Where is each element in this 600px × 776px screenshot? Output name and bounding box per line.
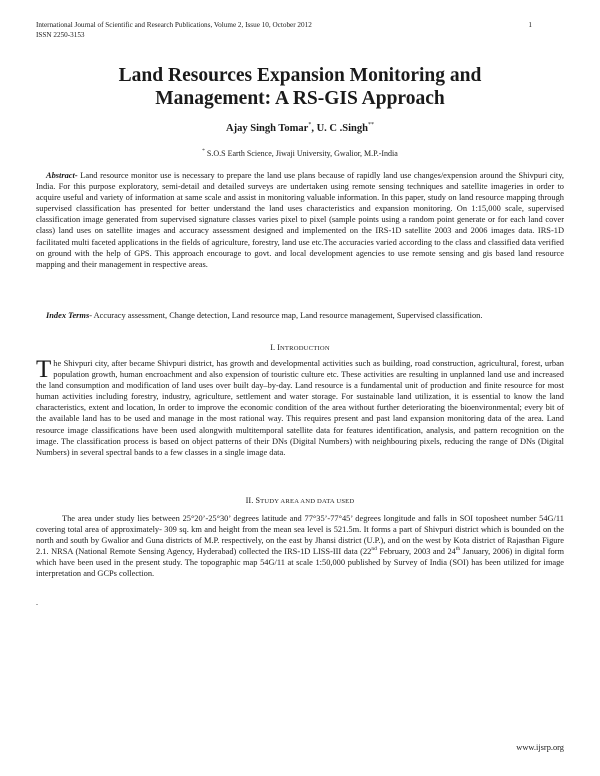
trailing-period: . [36,598,38,607]
study-text-3: January, 2006) in digital form which have been used in the present study. The topographic map 54G/11 at scale 1:50,000 published by Survey of India (SOI) has been utilized for image interpretation and GCPs collection. [36,547,565,579]
paper-title-line-2: Management: A RS-GIS Approach [155,88,445,109]
affiliation [0,148,600,158]
abstract-label: Abstract- [46,171,78,180]
study-text-2: February, 2003 and 24 [376,547,456,557]
paper-title-line-1: Land Resources Expansion Monitoring and [118,65,482,86]
section-2-title-initial: S [255,496,261,505]
section-heading-study-area [0,496,600,505]
section-1-title-initial: I [277,343,280,352]
author-1-mark: * [308,122,312,128]
affiliation-text: S.O.S Earth Science, Jiwaji University, Gwalior, M.P.-India [204,149,398,158]
section-2-title-rest: TUDY AREA AND DATA USED [260,498,355,505]
abstract-text: Land resource monitor use is necessary to prepare the land use plans because of rapidly land use changes/expension around the Shivpuri city, India. For this purpose exploratory, semi-detail and detailed surveys are undertaken using remote sensing techniques and satellite imageries in order to acquire useful and variety of information at same scale and assist in monitoring valuable information. In this paper, study on land resource mapping through supervised classification has presented for better understand the land uses characteristics and expansion monitoring. On 1:15,000 scale, supervised classification image generated from supervised signature classes varies pixel to pixel (sample points using a random point generate or for each land cover class) land uses on satellite images and accuracy assessment designed and implemented on the IRS-1D satellite 2003 and 2006 images data. IRS-1D facilitated multi faceted applications in the fields of agriculture, forestry, land use etc.The accuracies varied according to the class and classified data verified on ground with the help of GPS. This approach encourage to govt. and local development agencies to use remote sensing and gis based land resource mapping and their management in respective areas. [36,171,564,269]
journal-header: International Journal of Scientific and Research Publications, Volume 2, Issue 10, October 2012 [36,21,312,29]
author-2: U. C .Singh [316,123,368,134]
introduction-text: he Shivpuri city, after became Shivpuri district, has growth and developmental activities such as building, road construction, agricultural, forest, urban population growth, human encroachment and also expension of touristic culture etc. These activities are resulting in unplanned land use and increased the land consumption and modification of land uses over built day–by-day. Land resource is a fundamental unit of production and finite resource for most human activities including forestry, industry, agriculture, settlement and water storage. For sustainable land utilization, it is essential to know the land characteristics, extent and location, In order to improve the economic condition of the area without further deteriorating the bioenvironmental; every bit of the available land has to be used and manage in the most rational way. This requires present and past land expansion monitoring data of the area. Land resource image classifications have been used alongwith multitemporal satellite data for features identification, analysis, and pattern recognition on the image. The classification process is based on object patterns of their DNs (Digital Numbers) with neighbouring pixels, reducing the range of DNs (Digital Numbers) in several spectral bands to a few classes in a single image data. [36,359,564,457]
abstract [36,170,564,270]
author-2-mark: ** [367,122,374,128]
issn-line: ISSN 2250-3153 [36,31,85,39]
index-terms [36,310,564,321]
drop-cap: T [36,356,52,383]
introduction-paragraph [36,358,564,458]
index-terms-text: - Accuracy assessment, Change detection, Land resource map, Land resource management, Supervised classification. [89,311,483,320]
affiliation-mark: * [202,148,205,154]
author-1: Ajay Singh Tomar [226,123,309,134]
author-separator: , [311,123,317,134]
paper-title [0,64,600,110]
footer-website: www.ijsrp.org [516,743,564,752]
section-1-title-rest: NTRODUCTION [279,345,330,352]
section-2-numeral: II. [245,496,254,505]
page-number: 1 [528,21,532,29]
study-text-1: The area under study lies between 25°20’-25°30’ degrees latitude and 77°35’-77°45’ degrees longitude and falls in SOI toposheet number 54G/11 covering total area of approximately- 309 sq. km and height from the mean sea level is 521.5m. It forms a part of Shivpuri district which is bounded on the north and south by Gwalior and Guna districts of M.P. respectively, on the east by Jhansi district (U.P.), and on the west by Kota district of Rajasthan Figure 2.1. NRSA (National Remote Sensing Agency, Hyderabad) collected the IRS-1D LISS-III data (22 [36,514,564,557]
section-1-numeral: I. [270,343,276,352]
section-heading-introduction [0,343,600,352]
ordinal-th: th [455,546,461,553]
author-list [0,122,600,134]
study-area-paragraph [36,513,564,580]
index-terms-label: Index Terms [46,311,90,320]
ordinal-nd: nd [371,546,377,553]
